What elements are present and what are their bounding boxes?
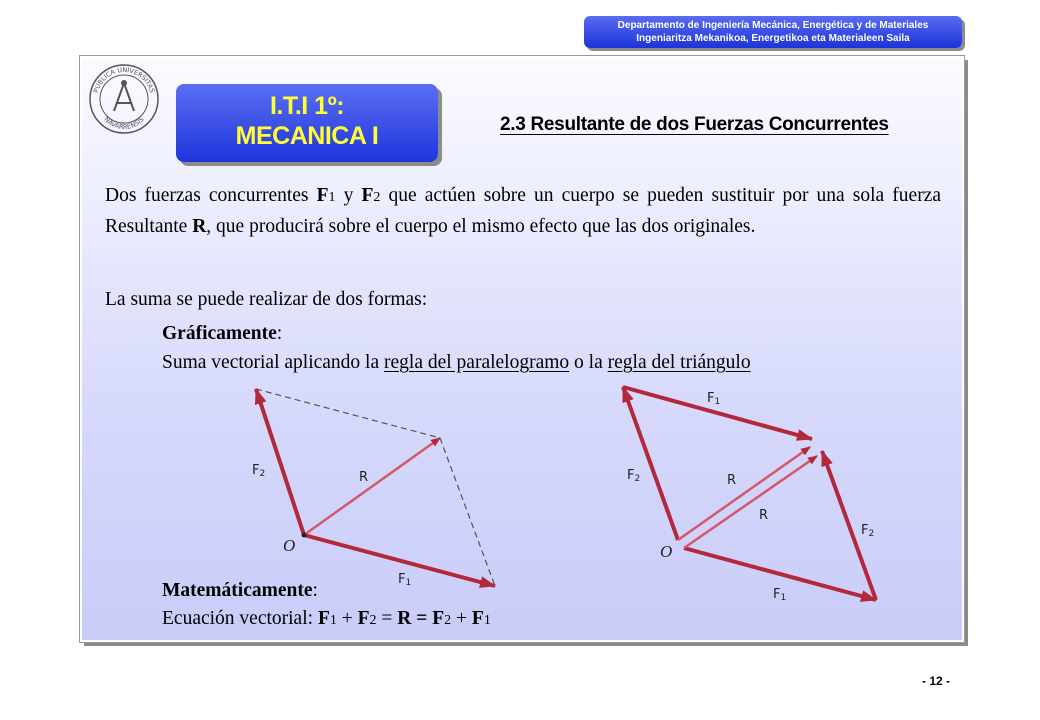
label-r-upper: R [727, 473, 737, 488]
force-f2-symbol: F [361, 185, 374, 206]
label-f1-top: F1 [707, 391, 721, 407]
vector-r [304, 438, 440, 535]
vector-f2-left [623, 387, 678, 540]
math-heading: Matemáticamente [162, 580, 313, 601]
vector-r-upper [678, 447, 810, 540]
dashed-guide-top [256, 389, 440, 438]
label-f2-right: F2 [861, 523, 875, 539]
vector-f2 [256, 389, 304, 535]
label-f1: F1 [398, 572, 412, 588]
eq-plus-1: + [336, 608, 358, 629]
label-r-lower: R [759, 508, 769, 523]
label-r: R [359, 470, 369, 485]
university-seal-icon [88, 63, 160, 135]
eq-equals-1: = [376, 608, 398, 629]
eq-f1b-sub: 1 [483, 613, 491, 628]
origin-point [302, 533, 307, 538]
eq-r-symbol: R [397, 608, 412, 629]
seal-bottom-text: NAVARRENSIS [102, 115, 146, 132]
eq-f2-sub: 2 [369, 613, 377, 628]
seal-top-text: PUBLICA UNIVERSITAS [91, 65, 157, 94]
course-badge-line1: I.T.I 1º: [269, 92, 345, 120]
para-text-1: Dos fuerzas concurrentes [105, 185, 317, 206]
parallelogram-diagram [240, 380, 520, 595]
force-f1-symbol: F [316, 185, 329, 206]
sum-intro: La suma se puede realizar de dos formas: [105, 289, 428, 310]
graphic-heading-line [162, 323, 282, 345]
department-banner [584, 16, 962, 48]
intro-paragraph [105, 181, 941, 241]
para-text-2: que actúen sobre un cuerpo se pueden sustituir por una sola fuerza Resultante [105, 185, 941, 237]
eq-f2b-symbol: F [432, 608, 445, 629]
graphic-colon: : [276, 323, 283, 344]
math-heading-line [162, 580, 318, 602]
triangle-rule-link[interactable]: regla del triángulo [607, 352, 751, 373]
course-badge [176, 84, 438, 162]
para-conjunction: y [335, 185, 362, 206]
graphic-heading: Gráficamente [162, 323, 277, 344]
label-f1-bottom: F1 [773, 587, 787, 603]
department-name-eu: Ingeniaritza Mekanikoa, Energetikoa eta Materialeen Saila [636, 33, 910, 44]
label-origin: O [283, 536, 296, 555]
para-text-3: , que producirá sobre el cuerpo el mismo efecto que las dos originales. [206, 216, 756, 237]
vector-r-lower [684, 456, 817, 548]
graphic-text-a: Suma vectorial aplicando la [162, 352, 385, 373]
resultant-symbol: R [192, 216, 207, 237]
graphic-description [162, 352, 751, 374]
math-colon: : [312, 580, 318, 601]
vector-f1-top [623, 387, 812, 439]
dashed-guide-right [440, 438, 495, 586]
label-f2-left: F2 [627, 468, 641, 484]
eq-f1b-symbol: F [471, 608, 484, 629]
eq-equals-2: = [411, 608, 433, 629]
eq-plus-2: + [451, 608, 472, 629]
eq-f2-symbol: F [357, 608, 370, 629]
eq-f1-sub: 1 [329, 613, 337, 628]
label-origin-triangle: O [660, 542, 673, 561]
eq-f1-symbol: F [317, 608, 330, 629]
force-f1-subscript: 1 [328, 190, 336, 205]
department-name-es: Departamento de Ingeniería Mecánica, Energética y de Materiales [617, 20, 929, 31]
page-number: - 12 - [922, 674, 951, 688]
equation-prefix: Ecuación vectorial: [162, 608, 318, 629]
label-f2: F2 [252, 463, 266, 479]
force-f2-subscript: 2 [373, 190, 381, 205]
section-title: 2.3 Resultante de dos Fuerzas Concurrentes [500, 114, 889, 135]
graphic-text-b: o la [569, 352, 608, 373]
parallelogram-rule-link[interactable]: regla del paralelogramo [384, 352, 570, 373]
triangle-diagram [600, 378, 890, 608]
vector-equation [162, 608, 491, 630]
course-badge-line2: MECANICA I [235, 122, 379, 150]
eq-f2b-sub: 2 [444, 613, 452, 628]
